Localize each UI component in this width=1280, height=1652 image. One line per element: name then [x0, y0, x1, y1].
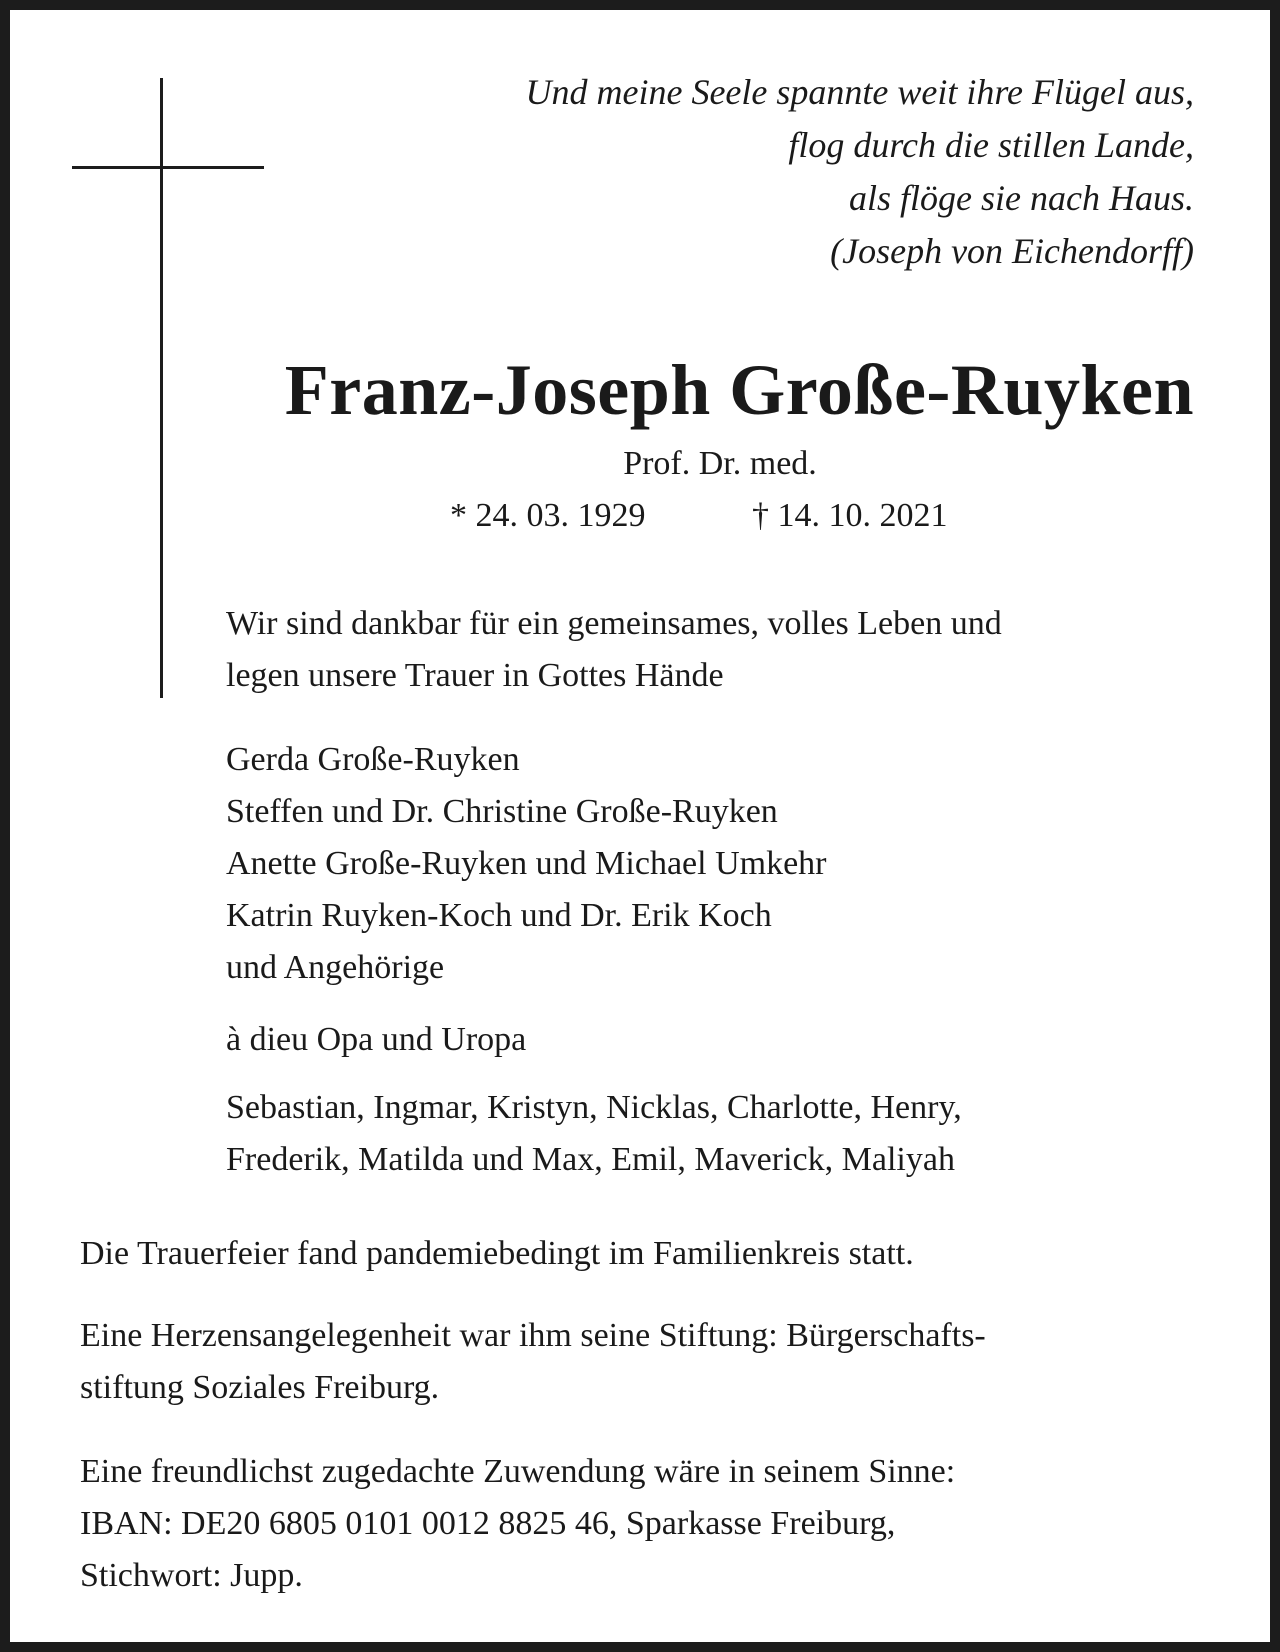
thanks-paragraph	[226, 598, 1002, 702]
poem-author: (Joseph von Eichendorff)	[830, 231, 1194, 271]
family-member: und Angehörige	[226, 949, 445, 986]
poem-line: flog durch die stillen Lande,	[788, 125, 1194, 165]
thanks-line: Wir sind dankbar für ein gemeinsames, volles Leben und	[226, 605, 1002, 642]
foundation-line: Eine Herzensangelegenheit war ihm seine Stiftung: Bürgerschafts-	[80, 1317, 986, 1354]
foundation-note	[80, 1310, 986, 1414]
family-member: Steffen und Dr. Christine Große-Ruyken	[226, 793, 778, 830]
deceased-title: Prof. Dr. med.	[623, 445, 817, 482]
deceased-name: Franz-Joseph Große-Ruyken	[284, 350, 1194, 430]
grandchildren-line: Frederik, Matilda und Max, Emil, Maverick, Maliyah	[226, 1141, 955, 1178]
foundation-line: stiftung Soziales Freiburg.	[80, 1369, 440, 1406]
ceremony-note: Die Trauerfeier fand pandemiebedingt im Familienkreis statt.	[80, 1235, 914, 1272]
thanks-line: legen unsere Trauer in Gottes Hände	[226, 657, 724, 694]
birth-date: * 24. 03. 1929	[450, 497, 646, 534]
poem-line: Und meine Seele spannte weit ihre Flügel aus,	[525, 72, 1194, 112]
keyword-line: Stichwort: Jupp.	[80, 1557, 303, 1594]
iban-line: IBAN: DE20 6805 0101 0012 8825 46, Sparkasse Freiburg,	[80, 1505, 896, 1542]
death-date: † 14. 10. 2021	[752, 497, 948, 534]
cross-horizontal-bar	[72, 166, 264, 169]
donation-note	[80, 1446, 955, 1602]
donation-line: Eine freundlichst zugedachte Zuwendung wäre in seinem Sinne:	[80, 1453, 956, 1490]
cross-vertical-bar	[160, 78, 163, 698]
grandchildren-line: Sebastian, Ingmar, Kristyn, Nicklas, Charlotte, Henry,	[226, 1089, 962, 1126]
family-member: Gerda Große-Ruyken	[226, 741, 520, 778]
family-list	[226, 734, 827, 994]
adieu-line: à dieu Opa und Uropa	[226, 1021, 527, 1058]
grandchildren-list	[226, 1082, 962, 1186]
family-member: Anette Große-Ruyken und Michael Umkehr	[226, 845, 827, 882]
poem-line: als flöge sie nach Haus.	[849, 178, 1194, 218]
family-member: Katrin Ruyken-Koch und Dr. Erik Koch	[226, 897, 772, 934]
poem-quote	[525, 66, 1194, 278]
